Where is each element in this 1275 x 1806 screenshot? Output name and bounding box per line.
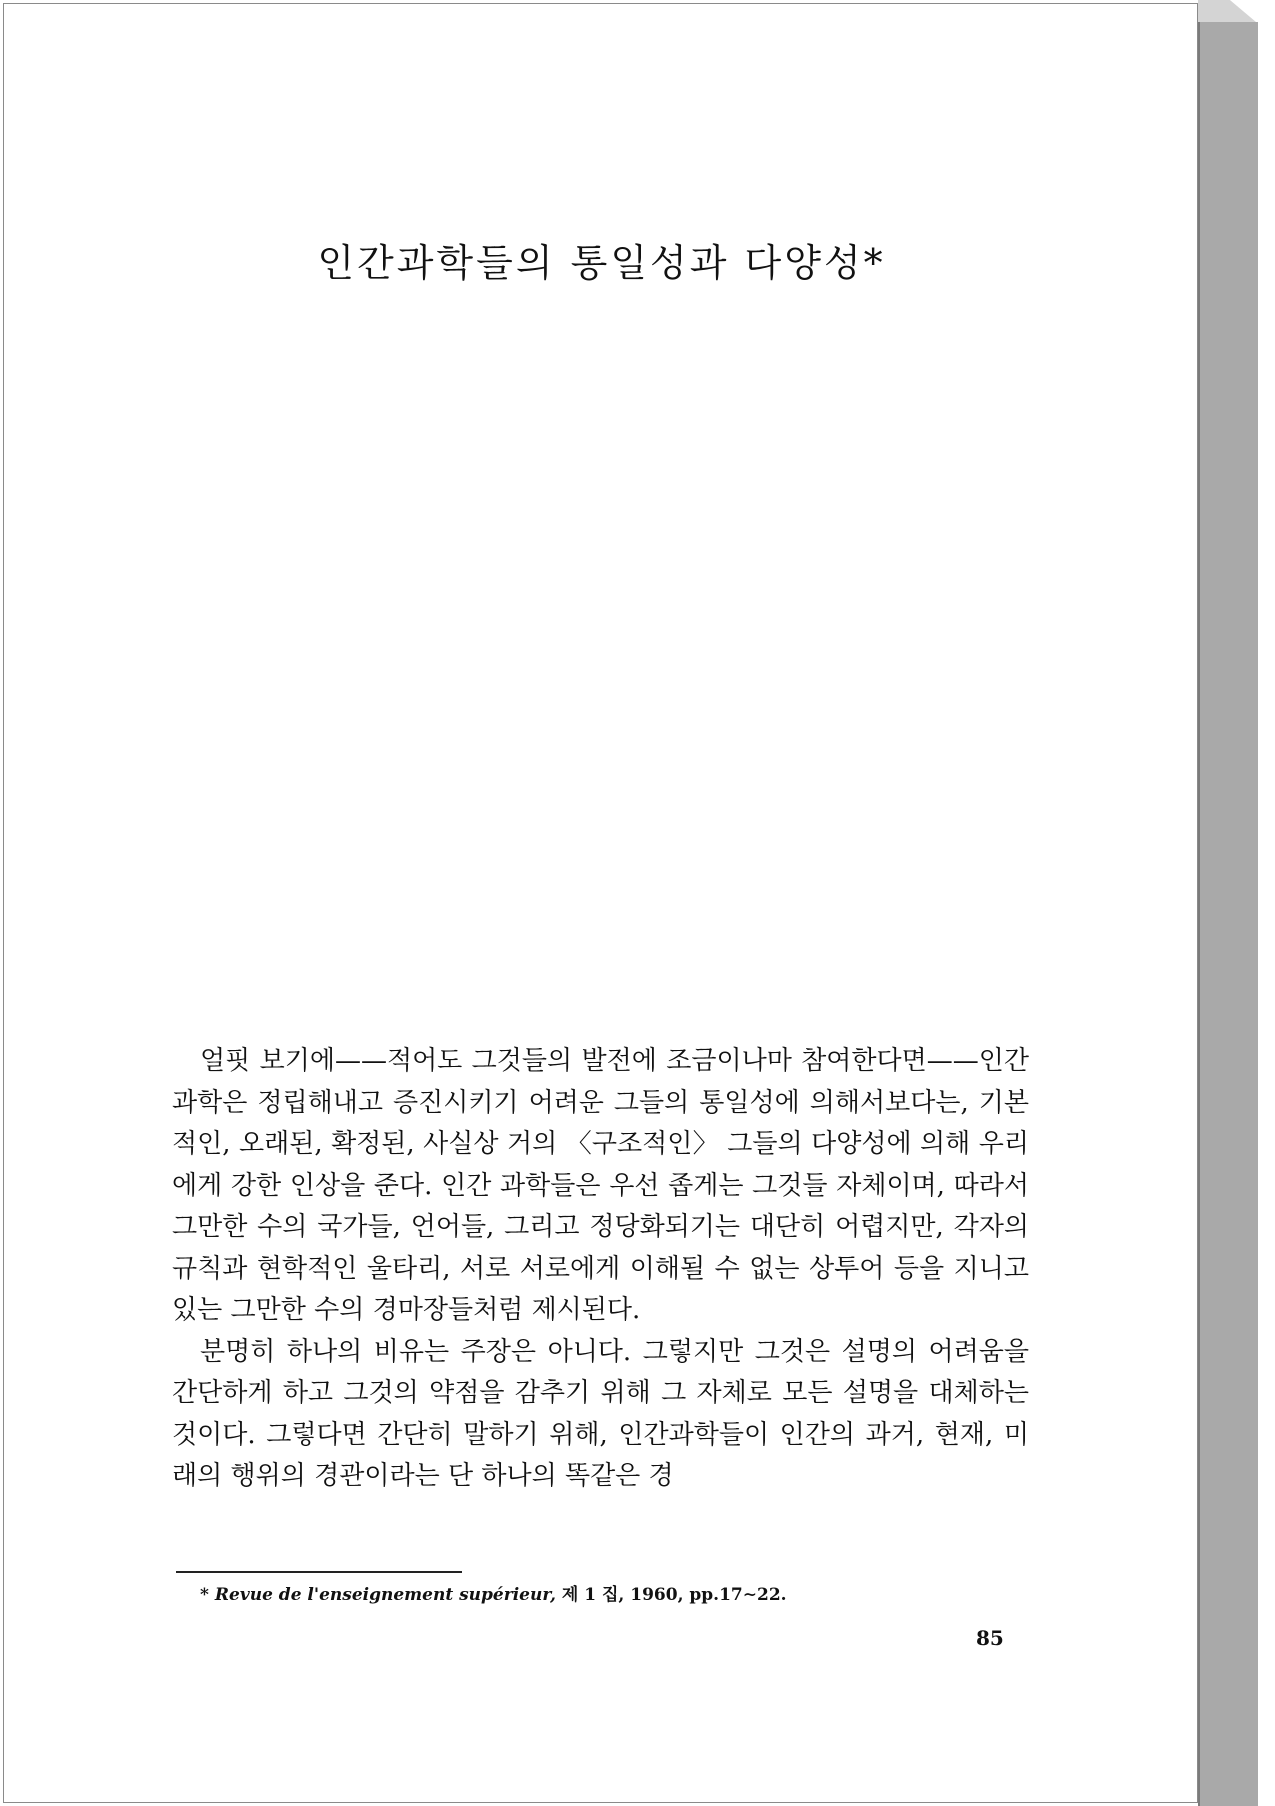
footnote-source-title: Revue de l'enseignement supérieur, [214, 1585, 556, 1605]
book-edge-side [1198, 22, 1258, 1806]
footnote-divider [176, 1571, 462, 1573]
footnote [200, 1580, 1020, 1605]
footnote-marker: * [200, 1585, 209, 1605]
document-page [3, 3, 1198, 1803]
paragraph-2: 분명히 하나의 비유는 주장은 아니다. 그렇지만 그것은 설명의 어려움을 간단하게 하고 그것의 약점을 감추기 위해 그 자체로 모든 설명을 대체하는 것이다. 그렇다면 간단히 말하기 위해, 인간과학들이 인간의 과거, 현재, 미래의 행위의 경관이라는 단 하나의 똑같은 경 [172, 1336, 1029, 1491]
paragraph-1: 얼핏 보기에——적어도 그것들의 발전에 조금이나마 참여한다면——인간과학은 정립해내고 증진시키기 어려운 그들의 통일성에 의해서보다는, 기본적인, 오래된, 확정된, 사실상 거의 〈구조적인〉 그들의 다양성에 의해 우리에게 강한 인상을 준다. 인간 과학들은 우선 좁게는 그것들 자체이며, 따라서 그만한 수의 국가들, 언어들, 그리고 정당화되기는 대단히 어렵지만, 각자의 규칙과 현학적인 울타리, 서로 서로에게 이해될 수 없는 상투어 등을 지니고 있는 그만한 수의 경마장들처럼 제시된다. [172, 1046, 1029, 1325]
chapter-title: 인간과학들의 통일성과 다양성* [317, 241, 886, 285]
book-edge-top [1198, 0, 1256, 22]
body-text [172, 1041, 1029, 1498]
page-number: 85 [976, 1626, 1004, 1650]
footnote-details: 제 1 집, 1960, pp.17∼22. [561, 1585, 787, 1605]
